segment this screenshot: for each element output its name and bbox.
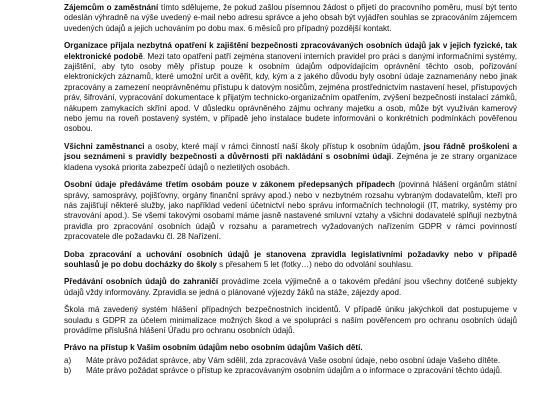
third-parties-lead: Osobní údaje předáváme třetím osobám pouze v zákonem předepsaných případech — [64, 180, 395, 190]
third-parties-text: (povinná hlášení orgánům státní správy, samosprávy, pojišťovny, orgány finanční správy apod.) nebo v nezbytném rozsahu vybraným dodavatelům, kteří pro nás zajišťují některé služby, jako například vedení účetnictví nebo správu informačních technologií (IT, matriky, systémy pro stravování apod.). Se všemi takovými osobami máme jasně nastavené smluvní vztahy a všichni dodavatelé splňují nezbytná pravidla pro zpracování osobních údajů v rozsahu a parametrech vyžadovaných nařízením GDPR v rámci povinností zpracovatele dle požadavku čl. 28 Nařízení. — [64, 180, 517, 242]
abroad-text: provádíme zcela výjimečně a o takovém předání jsou všechny dotčené subjekty údajů vždy informovány. Zpravidla se jedná o plánované výjezdy žáků na stáže, zájezdy apod. — [64, 277, 517, 297]
list-item-text: Máte právo požádat správce o přístup ke zpracovávaným osobním údajům a o informace o zpracování těchto údajů. — [86, 366, 503, 376]
incidents-text: Škola má zavedený systém hlášení případných bezpečnostních incidentů. V případě úniku jakýchkoli dat postupujeme v souladu s GDPR za účelem minimalizace možných škod a ve spolupráci s naším pověřencem pro ochranu osobních údajů provádíme příslušná hlášení Úřadu pro ochranu osobních údajů. — [64, 305, 517, 335]
applicants-lead: Zájemcům o zaměstnání — [64, 3, 159, 12]
staff-training-bold: jsou řádně proškoleni a jsou seznámeni s pravidly bezpečnosti a důvěrnosti při nakládání s osobními údaji — [64, 141, 518, 162]
retention-lead: Doba zpracování a uchování osobních údajů je stanovena zpravidla legislativními požadavky nebo v případě souhlasů je po dobu docházky do školy — [64, 249, 517, 269]
third-parties-paragraph — [64, 180, 517, 242]
retention-paragraph — [64, 250, 517, 271]
list-item — [64, 366, 517, 376]
list-marker: a) — [64, 355, 72, 365]
abroad-lead: Předávání osobních údajů do zahraničí — [64, 277, 219, 287]
staff-mid: a osoby, které mají v rámci činností naší školy přístup k osobním údajům, — [144, 141, 424, 151]
retention-text: s přesahem 5 let (fotky…) nebo do odvolání souhlasu. — [216, 259, 414, 269]
staff-text: . Zejména je ze strany organizace kladena vysoká priorita zabezpečí údajů o nezletilých osobách. — [64, 152, 518, 172]
applicants-paragraph — [64, 3, 517, 34]
security-measures-text: . Mezi tato opatření patří zejména stanovení interních pravidel pro práci s danými informačními systémy, zajištění, aby tyto osoby měly přístup pouze k osobním údajům odpovídajícím oprávnění těchto osob, pořizování elektronických záznamů, které umožní určit a ověřit, kdy, kým a z jakého důvodu byly osobní údaje zaznamenány nebo jinak zpracovány a zamezení neoprávněnému přístupu k datovým nosičům, zejména prostřednictvím nastavení hesel, přístupových práv, šifrování, vypracování dokumentace k přijatým technicko-organizačním opatřením, zvýšení bezpečnosti instalací zámků, nákupem zamykacích skříní apod. V důsledku oprávněného zájmu ochrany majetku a osob, může být využíván kamerový nebo jemu na roveň postavený systém, v případě jeho instalace budete informováni o konkrétních podmínkách pověřenou osobou. — [64, 51, 517, 134]
list-item-text: Máte právo požádat správce, aby Vám sdělil, zda zpracovává Vaše osobní údaje, nebo osobní údaje Vašeho dítěte. — [86, 355, 501, 365]
staff-training-paragraph — [64, 142, 517, 173]
applicants-text: tímto sdělujeme, že pokud zašlou písemnou žádost o přijetí do pracovního poměru, musí být tento odeslán výhradně na výše uvedený e-mail nebo adresu správce a jeho obsah být vyjádřen souhlas se zpracováním zájemcem uvedených údajů a jejich uchováním po dobu max. 6 měsíců pro případný pozdější kontakt. — [64, 3, 517, 33]
abroad-transfer-paragraph — [64, 277, 517, 298]
access-right-heading: Právo na přístup k Vašim osobním údajům nebo osobním údajům Vašich dětí. — [64, 343, 363, 353]
list-marker: b) — [64, 366, 72, 376]
security-measures-lead: Organizace přijala nezbytná opatření k zajištění bezpečnosti zpracovávaných osobních údajů jak v jejich fyzické, tak elektronické podobě — [64, 41, 517, 61]
staff-lead: Všichni zaměstnanci — [64, 141, 145, 151]
list-item — [64, 356, 517, 366]
security-measures-paragraph — [64, 41, 517, 135]
incidents-paragraph — [64, 305, 517, 336]
